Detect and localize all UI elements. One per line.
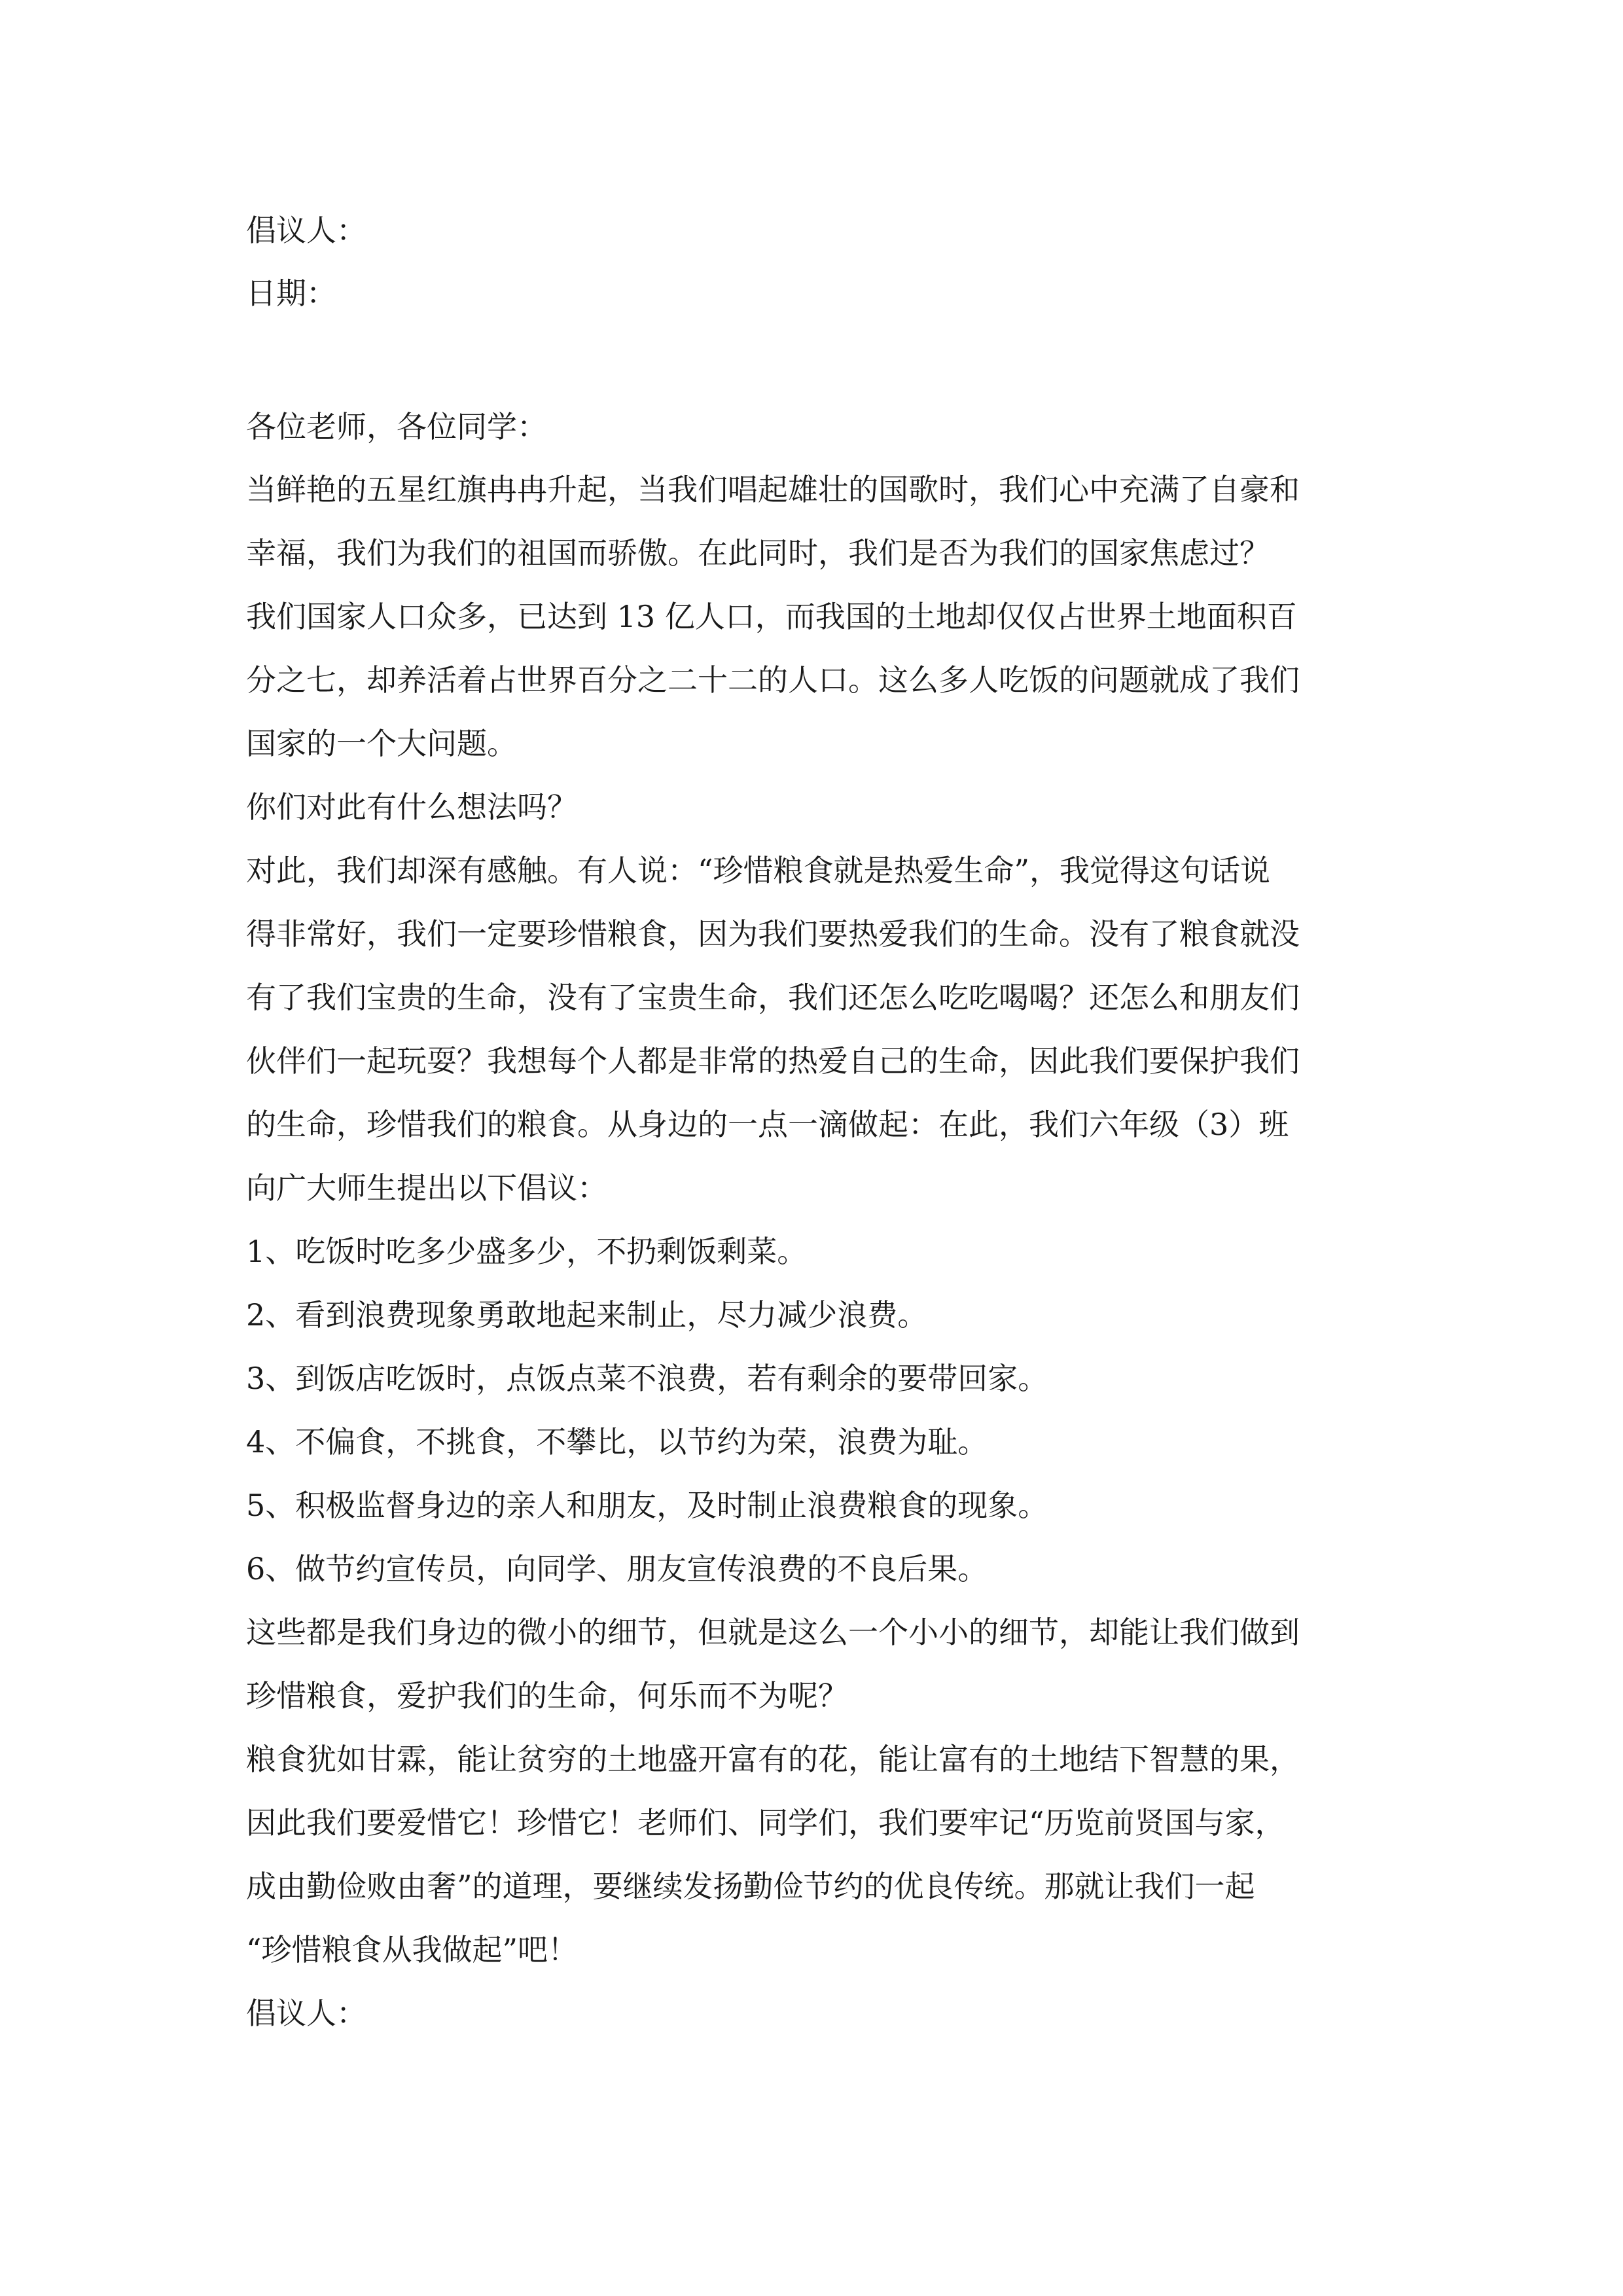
closing-line: “珍惜粮食从我做起”吧！ [246, 1932, 579, 1967]
body-line: 向广大师生提出以下倡议： [246, 1170, 607, 1206]
body-line: 的生命，珍惜我们的粮食。从身边的一点一滴做起：在此，我们六年级（3）班 [246, 1107, 1289, 1142]
body-line: 有了我们宝贵的生命，没有了宝贵生命，我们还怎么吃吃喝喝？还怎么和朋友们 [246, 980, 1300, 1015]
body-line: 国家的一个大问题。 [246, 726, 517, 761]
closing-line: 珍惜粮食，爱护我们的生命，何乐而不为呢？ [246, 1678, 848, 1713]
proposal-item: 5、积极监督身边的亲人和朋友，及时制止浪费粮食的现象。 [246, 1488, 1048, 1523]
closing-line: 成由勤俭败由奢”的道理，要继续发扬勤俭节约的优良传统。那就让我们一起 [246, 1869, 1255, 1904]
body-line: 我们国家人口众多，已达到 13 亿人口，而我国的土地却仅仅占世界土地面积百 [246, 599, 1297, 634]
proposer-label-top: 倡议人： [246, 213, 366, 248]
proposal-item: 4、不偏食，不挑食，不攀比，以节约为荣，浪费为耻。 [246, 1424, 988, 1460]
body-line: 幸福，我们为我们的祖国而骄傲。在此同时，我们是否为我们的国家焦虑过？ [246, 535, 1270, 571]
body-line: 当鲜艳的五星红旗冉冉升起，当我们唱起雄壮的国歌时，我们心中充满了自豪和 [246, 472, 1300, 507]
proposal-item: 1、吃饭时吃多少盛多少，不扔剩饭剩菜。 [246, 1234, 808, 1269]
closing-line: 因此我们要爱惜它！珍惜它！老师们、同学们，我们要牢记“历览前贤国与家， [246, 1805, 1285, 1840]
closing-line: 粮食犹如甘霖，能让贫穷的土地盛开富有的花，能让富有的土地结下智慧的果， [246, 1742, 1300, 1777]
proposal-item: 2、看到浪费现象勇敢地起来制止，尽力减少浪费。 [246, 1297, 928, 1333]
closing-line: 这些都是我们身边的微小的细节，但就是这么一个小小的细节，却能让我们做到 [246, 1615, 1300, 1650]
body-line: 得非常好，我们一定要珍惜粮食，因为我们要热爱我们的生命。没有了粮食就没 [246, 916, 1300, 952]
body-line: 你们对此有什么想法吗？ [246, 789, 577, 825]
proposal-item: 3、到饭店吃饭时，点饭点菜不浪费，若有剩余的要带回家。 [246, 1361, 1048, 1396]
body-line: 对此，我们却深有感触。有人说：“珍惜粮食就是热爱生命”，我觉得这句话说 [246, 853, 1271, 888]
body-line: 分之七，却养活着占世界百分之二十二的人口。这么多人吃饭的问题就成了我们 [246, 662, 1300, 698]
salutation: 各位老师，各位同学： [246, 409, 547, 444]
proposal-item: 6、做节约宣传员，向同学、朋友宣传浪费的不良后果。 [246, 1551, 988, 1587]
proposer-label-bottom: 倡议人： [246, 1996, 366, 2031]
body-line: 伙伴们一起玩耍？我想每个人都是非常的热爱自己的生命，因此我们要保护我们 [246, 1043, 1300, 1079]
date-label: 日期： [246, 276, 336, 311]
